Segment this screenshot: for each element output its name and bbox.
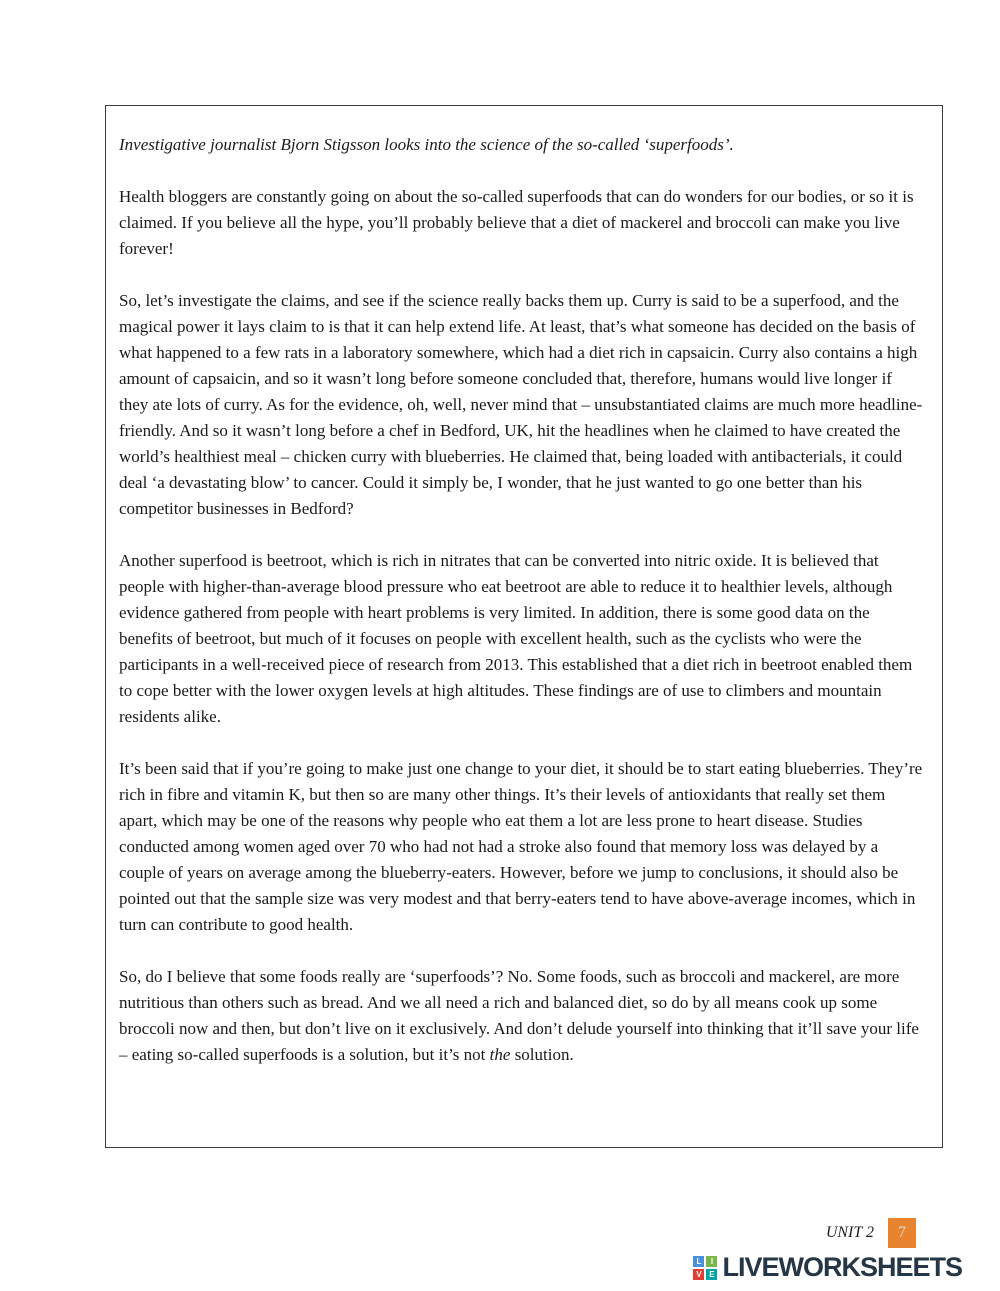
paragraph-emphasis: the bbox=[489, 1045, 511, 1064]
logo-tile: I bbox=[706, 1256, 717, 1267]
article-paragraph: Another superfood is beetroot, which is rich in nitrates that can be converted into nitric oxide. It is believed that people with higher-than-average blood pressure who eat beetroot are able to reduce it to healthier levels, although evidence gathered from people with heart problems is very limited. In addition, there is some good data on the benefits of beetroot, but much of it focuses on people with excellent health, such as the cyclists who were the participants in a well-received piece of research from 2013. This established that a diet rich in beetroot enabled them to cope better with the lower oxygen levels at high altitudes. These findings are of use to climbers and mountain residents alike. bbox=[119, 551, 913, 726]
brand-name: LIVEWORKSHEETS bbox=[722, 1252, 962, 1282]
article-paragraph: Health bloggers are constantly going on about the so-called superfoods that can do wonders for our bodies, or so it is claimed. If you believe all the hype, you’ll probably believe that a diet of mackerel and broccoli can make you live forever! bbox=[119, 187, 914, 258]
logo-tile: E bbox=[706, 1269, 717, 1280]
page-footer bbox=[693, 1218, 962, 1283]
article-paragraph bbox=[119, 964, 924, 1068]
unit-label: UNIT 2 bbox=[825, 1224, 874, 1241]
logo-tile: V bbox=[693, 1269, 704, 1280]
logo-tile: L bbox=[693, 1256, 704, 1267]
article-byline: Investigative journalist Bjorn Stigsson looks into the science of the so-called ‘superfoods’. bbox=[119, 135, 734, 154]
article-paragraph: It’s been said that if you’re going to make just one change to your diet, it should be to start eating blueberries. They’re rich in fibre and vitamin K, but then so are many other things. It’s their levels of antioxidants that really set them apart, which may be one of the reasons why people who eat them a lot are less prone to heart disease. Studies conducted among women aged over 70 who had not had a stroke also found that memory loss was delayed by a couple of years on average among the blueberry-eaters. However, before we jump to conclusions, it should also be pointed out that the sample size was very modest and that berry-eaters tend to have above-average incomes, which in turn can contribute to good health. bbox=[119, 759, 923, 934]
article-paragraph: So, let’s investigate the claims, and see if the science really backs them up. Curry is said to be a superfood, and the magical power it lays claim to is that it can help extend life. At least, that’s what someone has decided on the basis of what happened to a few rats in a laboratory somewhere, which had a diet rich in capsaicin. Curry also contains a high amount of capsaicin, and so it wasn’t long before someone concluded that, therefore, humans would live longer if they ate lots of curry. As for the evidence, oh, well, never mind that – unsubstantiated claims are much more headline-friendly. And so it wasn’t long before a chef in Bedford, UK, hit the headlines when he claimed to have created the world’s healthiest meal – chicken curry with blueberries. He claimed that, being loaded with antibacterials, it could deal ‘a devastating blow’ to cancer. Could it simply be, I wonder, that he just wanted to go one better than his competitor businesses in Bedford? bbox=[119, 291, 923, 518]
paragraph-text: So, do I believe that some foods really are ‘superfoods’? No. Some foods, such as broccoli and mackerel, are more nutritious than others such as bread. And we all need a rich and balanced diet, so do by all means cook up some broccoli now and then, but don’t live on it exclusively. And don’t delude yourself into thinking that it’ll save your life – eating so-called superfoods is a solution, but it’s not bbox=[119, 967, 919, 1064]
unit-row bbox=[826, 1218, 916, 1248]
liveworksheets-logo-icon bbox=[693, 1256, 717, 1280]
page-number-badge: 7 bbox=[888, 1218, 916, 1248]
paragraph-text: solution. bbox=[510, 1045, 574, 1064]
liveworksheets-logo bbox=[693, 1252, 962, 1283]
reading-text-box bbox=[105, 105, 943, 1148]
